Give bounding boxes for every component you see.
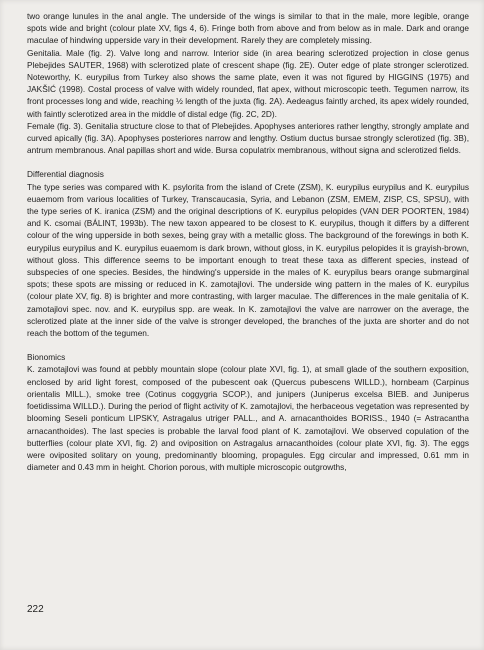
heading-differential-diagnosis: Differential diagnosis — [27, 169, 104, 180]
paragraph-male-genitalia: Genitalia. Male (fig. 2). Valve long and narrow. Interior side (in area bearing sclerotized projection in close genus Plebejides SAUTER, 1968) with sclerotized plate of crescent shape (fig. 2E). Outer edge of plate stronger sclerotized. Noteworthy, K. eurypilus from Turkey also shows the same plate, even it was not figured by HIGGINS (1975) and JAKŠIĆ (1998). Costal process of valve with widely rounded, flat apex, without microscopic teeth. Tegumen narrow, its front processes long and wide, reaching ½ length of the juxta (fig. 2A). Aedeagus faintly arched, its apex widely rounded, with faintly sclerotized area in the middle of distal edge (fig. 2C, 2D). — [27, 47, 469, 119]
paragraph-bionomics: K. zamotajlovi was found at pebbly mountain slope (colour plate XVI, fig. 1), at small glade of the southern exposition, enclosed by arid light forest, composed of the pubescent oak (Quercus pubescens WILLD.), hornbeam (Carpinus orientalis MILL.), smoke tree (Cotinus coggygria SCOP.), and junipers (Juniperus excelsa BIEB. and Juniperus foetidissima WILLD.). During the period of flight activity of K. zamotajlovi, the herbaceous vegetation was represented by blooming Seseli ponticum LIPSKY, Astragalus utriger PALL., and A. arnacanthoides BORISS., 1940 (= Astracantha arnacanthoides). The last species is probable the larval food plant of K. zamotajlovi. We observed copulation of the butterflies (colour plate XVI, fig. 2) and oviposition on Astragalus arnacanthoides (colour plate XVI, fig. 3). The eggs were oviposited solitary on young, predominantly blooming, propagules. Egg circular and impressed, 0.61 mm in diameter and 0.43 mm in height. Chorion porous, with multiple microscopic outgrowths, — [27, 364, 469, 473]
heading-bionomics: Bionomics — [27, 352, 66, 363]
section-spacer — [27, 339, 469, 351]
paragraph-female-genitalia: Female (fig. 3). Genitalia structure close to that of Plebejides. Apophyses anteriores rather lengthy, strongly amplate and curved apically (fig. 3A). Apophyses posteriores narrow and lengthy. Ostium ductus bursae strongly sclerotized (fig. 3B), antrum membranous. Anal papillas short and wide. Bursa copulatrix membranous, without signa and sclerotized fields. — [27, 120, 469, 156]
body-text — [27, 10, 469, 473]
paragraph-differential-diagnosis: The type series was compared with K. psylorita from the island of Crete (ZSM), K. eurypilus eurypilus and K. eurypilus euaemom from various localities of Turkey, Transcaucasia, Syria, and Lebanon (ZSM, EMEM, ZISP, CS, SPSU), with the type series of K. iranica (ZSM) and the original descriptions of K. eurypilus pelopides (VAN DER POORTEN, 1984) and K. csomai (BÁLINT, 1993b). The new taxon appeared to be closest to K. eurypilus, though it differs by a different colour of the wing upperside in both sexes, being gray with a metallic gloss. The background of the forewings in both K. eurypilus eurypilus and K. eurypilus euaemom is dark brown, without gloss, in K. eurypilus pelopides it is grayish-brown, without gloss. This difference seems to be important enough to treat these taxa as different species, instead of subspecies of one species. Besides, the hindwing's upperside in the males of K. eurypilus bears orange submarginal spots; these spots are missing or reduced in K. zamotajlovi. The underside wing pattern in the males of K. eurypilus (colour plate XV, fig. 8) is brighter and more contrasting, with larger maculae. The differences in the male genitalia of K. zamotajlovi spec. nov. and K. eurypilus spp. are weak. In K. zamotajlovi the valve are narrower on the average, the sclerotized plate at the inner side of the valve is stronger developed, the branches of the juxta are shorter and do not reach the bottom of the tegumen. — [27, 181, 469, 339]
paragraph-female-description: two orange lunules in the anal angle. The underside of the wings is similar to that in the male, more legible, orange spots wide and bright (colour plate XV, figs 4, 6). Fringe both from above and from below as in male. Dark and orange maculae of hindwing upperside vary in their development. Rarely they are completely missing. — [27, 11, 469, 46]
page-number: 222 — [27, 604, 44, 615]
section-spacer — [27, 156, 469, 168]
